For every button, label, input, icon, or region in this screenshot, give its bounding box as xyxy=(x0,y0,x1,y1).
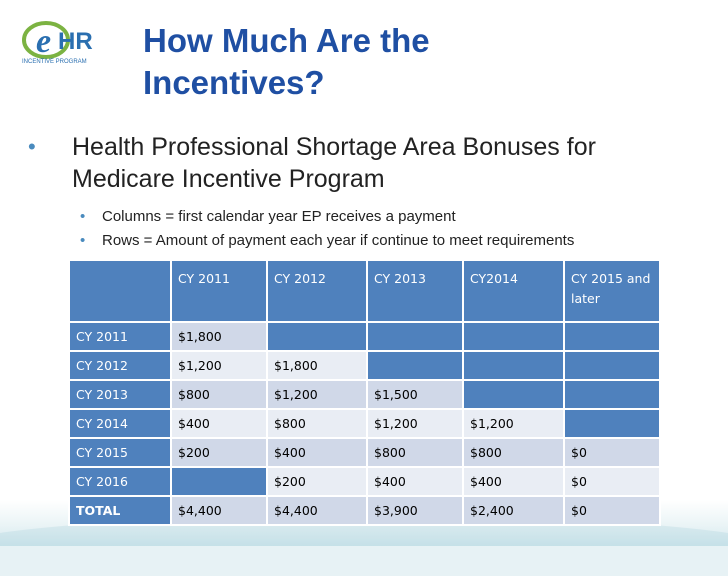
table-cell: $400 xyxy=(267,438,367,467)
table-cell: $1,200 xyxy=(463,409,564,438)
table-cell xyxy=(463,322,564,351)
table-cell xyxy=(564,380,660,409)
sub-bullet xyxy=(80,207,456,227)
table-row xyxy=(69,322,660,351)
bullet-dot-icon: • xyxy=(80,208,86,225)
bullet-dot-icon: • xyxy=(28,134,36,159)
table-cell xyxy=(267,322,367,351)
header-cell: CY 2015 and later xyxy=(564,260,660,322)
table-cell: $400 xyxy=(463,467,564,496)
table-cell: $1,200 xyxy=(267,380,367,409)
bullet-dot-icon: • xyxy=(80,232,86,249)
row-label: TOTAL xyxy=(69,496,171,525)
table-cell xyxy=(564,351,660,380)
table-cell: $400 xyxy=(367,467,463,496)
table-cell: $1,800 xyxy=(171,322,267,351)
table-row xyxy=(69,409,660,438)
table-cell xyxy=(171,467,267,496)
table-total-row xyxy=(69,496,660,525)
table-cell: $200 xyxy=(267,467,367,496)
svg-text:e: e xyxy=(36,23,52,60)
table-cell xyxy=(463,351,564,380)
table-row xyxy=(69,351,660,380)
table-cell: $800 xyxy=(463,438,564,467)
table-cell xyxy=(367,351,463,380)
incentives-table xyxy=(68,259,661,526)
header-cell: CY 2012 xyxy=(267,260,367,322)
row-label: CY 2013 xyxy=(69,380,171,409)
table-cell: $4,400 xyxy=(171,496,267,525)
table-cell: $1,800 xyxy=(267,351,367,380)
sub-bullet-text: Columns = first calendar year EP receives a payment xyxy=(102,208,456,225)
table-cell: $200 xyxy=(171,438,267,467)
table-cell: $0 xyxy=(564,438,660,467)
logo-subtext: INCENTIVE PROGRAM xyxy=(22,59,87,65)
table-cell: $1,200 xyxy=(367,409,463,438)
row-label: CY 2016 xyxy=(69,467,171,496)
table-cell: $800 xyxy=(267,409,367,438)
table-cell: $400 xyxy=(171,409,267,438)
logo-text: HR xyxy=(58,28,93,55)
table-row xyxy=(69,438,660,467)
title-line-1: How Much Are the xyxy=(143,22,430,59)
main-bullet xyxy=(24,131,704,195)
table-row xyxy=(69,467,660,496)
table-cell: $1,500 xyxy=(367,380,463,409)
header-cell: CY2014 xyxy=(463,260,564,322)
table-cell: $800 xyxy=(171,380,267,409)
title-line-2: Incentives? xyxy=(143,64,325,101)
sub-bullet-text: Rows = Amount of payment each year if continue to meet requirements xyxy=(102,232,575,249)
row-label: CY 2011 xyxy=(69,322,171,351)
sub-bullet xyxy=(80,231,574,251)
table-cell: $0 xyxy=(564,496,660,525)
header-cell xyxy=(69,260,171,322)
table-cell: $4,400 xyxy=(267,496,367,525)
table-cell xyxy=(564,409,660,438)
table-cell: $0 xyxy=(564,467,660,496)
table-cell xyxy=(564,322,660,351)
main-bullet-text: Health Professional Shortage Area Bonuses for Medicare Incentive Program xyxy=(72,133,596,193)
table-cell xyxy=(367,322,463,351)
table-cell: $3,900 xyxy=(367,496,463,525)
row-label: CY 2014 xyxy=(69,409,171,438)
header-cell: CY 2011 xyxy=(171,260,267,322)
table-cell: $800 xyxy=(367,438,463,467)
ehr-logo xyxy=(20,18,115,66)
page-title xyxy=(143,20,430,104)
header-cell: CY 2013 xyxy=(367,260,463,322)
row-label: CY 2012 xyxy=(69,351,171,380)
table-cell: $2,400 xyxy=(463,496,564,525)
table-row xyxy=(69,380,660,409)
row-label: CY 2015 xyxy=(69,438,171,467)
table-cell xyxy=(463,380,564,409)
table-cell: $1,200 xyxy=(171,351,267,380)
table-header-row xyxy=(69,260,660,322)
